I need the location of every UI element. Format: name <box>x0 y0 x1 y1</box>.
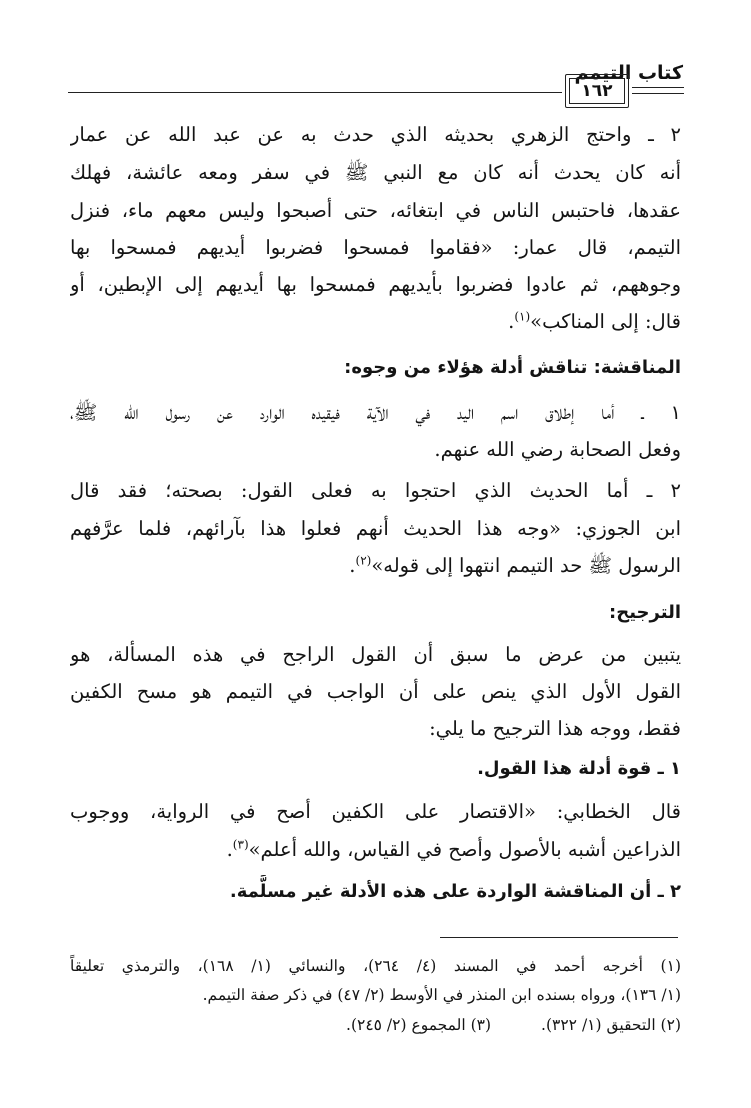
body-line: ابن الجوزي: «وجه هذا الحديث أنهم فعلوا هذا بآرائهم، فلما عرَّفهم <box>70 517 681 540</box>
header-rule-right-bottom <box>632 93 684 94</box>
body-line: قال الخطابي: «الاقتصار على الكفين أصح في الرواية، ووجوب <box>70 800 681 823</box>
point-two: ٢ ـ أن المناقشة الواردة على هذه الأدلة غير مسلَّمة. <box>229 881 681 902</box>
footnote-ref: (١) <box>514 309 531 324</box>
page-number-frame <box>565 74 629 108</box>
body-line: أنه كان يحدث أنه كان مع النبي ﷺ في سفر ومعه عائشة، فهلك <box>70 161 681 184</box>
body-line: وجوههم، ثم عادوا فضربوا بأيديهم فمسحوا بها أيديهم إلى الإبطين، أو <box>70 273 681 296</box>
footnote-2: (٢) التحقيق (١/ ٣٢٢). <box>541 1016 681 1034</box>
header-rule-right-top <box>632 87 684 88</box>
body-line <box>70 305 681 341</box>
footnote-ref: (٣) <box>232 837 249 852</box>
footnote-ref: (٢) <box>355 553 372 568</box>
body-line: فقط، ووجه هذا الترجيح ما يلي: <box>429 717 681 740</box>
body-text: الذراعين أشبه بالأصول وأصح في القياس، والله أعلم» <box>248 838 681 861</box>
footnote-row <box>70 1011 681 1041</box>
body-text: . <box>226 838 233 861</box>
body-line: القول الأول الذي ينص على أن الواجب في التيمم هو مسح الكفين <box>70 680 681 703</box>
body-line: وفعل الصحابة رضي الله عنهم. <box>434 438 681 461</box>
body-line <box>70 833 681 869</box>
point-one: ١ ـ قوة أدلة هذا القول. <box>477 758 681 779</box>
header-rule-left <box>68 92 562 93</box>
body-line: ٢ ـ واحتج الزهري بحديثه الذي حدث به عن عبد الله عن عمار <box>70 123 681 146</box>
section-heading-tarjih: الترجيح: <box>609 602 681 623</box>
body-line: ١ ـ أما إطلاق اسم اليد في الآية فيقيده الوارد عن رسول الله ﷺ، <box>70 401 681 424</box>
footnote-3: (٣) المجموع (٢/ ٢٤٥). <box>346 1016 492 1034</box>
body-text: . <box>349 554 356 577</box>
footnote-1-line-2: (١/ ١٣٦)، ورواه بسنده ابن المنذر في الأوسط (٢/ ٤٧) في ذكر صفة التيمم. <box>202 986 681 1004</box>
body-text: الرسول ﷺ حد التيمم انتهوا إلى قوله» <box>371 554 681 577</box>
body-text: قال: إلى المناكب» <box>530 310 681 333</box>
body-line: يتبين من عرض ما سبق أن القول الراجح في هذه المسألة، هو <box>70 643 681 666</box>
body-line: التيمم، قال عمار: «فقاموا فمسحوا فضربوا أيديهم فمسحوا بها <box>70 236 681 259</box>
running-header-title: كتاب التيمم <box>574 62 683 84</box>
footnote-separator <box>440 937 678 938</box>
body-line <box>70 549 681 585</box>
body-line: ٢ ـ أما الحديث الذي احتجوا به فعلى القول: بصحته؛ فقد قال <box>70 479 681 502</box>
page-number: ١٦٢ <box>569 78 625 104</box>
body-text: . <box>508 310 515 333</box>
body-line: عقدها، فاحتبس الناس في ابتغائه، حتى أصبحوا وليس معهم ماء، فنزل <box>70 199 681 222</box>
footnote-1-line-1: (١) أخرجه أحمد في المسند (٤/ ٢٦٤)، والنسائي (١/ ١٦٨)، والترمذي تعليقاً <box>70 957 681 975</box>
section-heading-discussion: المناقشة: تناقش أدلة هؤلاء من وجوه: <box>344 357 681 378</box>
